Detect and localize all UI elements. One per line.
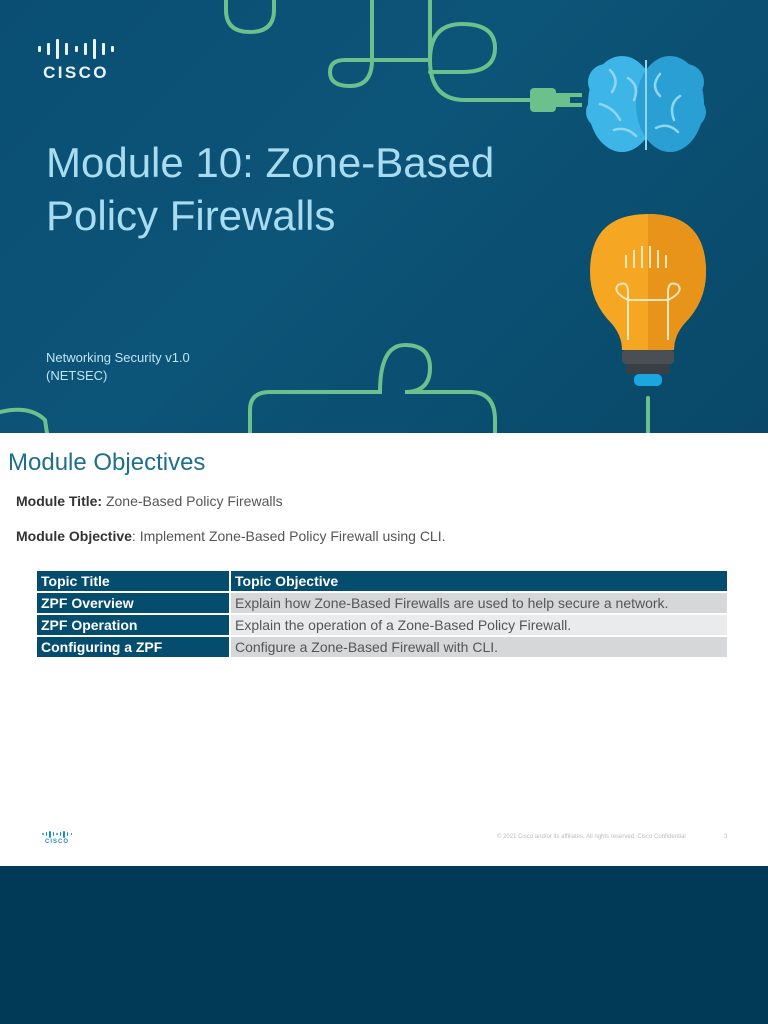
- topic-objective-cell: Explain the operation of a Zone-Based Policy Firewall.: [231, 615, 727, 635]
- objectives-heading: Module Objectives: [8, 449, 206, 476]
- page-number: 3: [724, 834, 728, 840]
- circuit-loop-top: [226, 0, 274, 32]
- course-code: (NETSEC): [46, 368, 108, 383]
- objectives-slide: [0, 433, 768, 866]
- header-topic-objective: Topic Objective: [231, 571, 727, 591]
- footer-logo-text: CISCO: [44, 839, 69, 845]
- module-title-line: [16, 493, 283, 509]
- title-slide: [0, 0, 768, 433]
- table-row: [37, 615, 727, 635]
- topic-title-cell: Configuring a ZPF: [37, 637, 229, 657]
- module-objective-value: : Implement Zone-Based Policy Firewall using CLI.: [131, 528, 446, 544]
- slide-title: [46, 136, 566, 242]
- header-topic-title: Topic Title: [37, 571, 229, 591]
- circuit-hook: [330, 0, 430, 86]
- footer-cisco-logo: [42, 830, 72, 846]
- footer-logo-bars: [42, 830, 72, 838]
- circuit-to-plug: [430, 0, 530, 100]
- footer-copyright: © 2021 Cisco and/or its affiliates. All rights reserved. Cisco Confidential: [497, 834, 686, 840]
- cisco-logo-text: CISCO: [43, 63, 109, 82]
- cisco-logo-bars: [38, 38, 114, 60]
- table-row: [37, 593, 727, 613]
- table-header-row: [37, 571, 727, 591]
- circuit-bottom-left: [0, 410, 47, 433]
- background-band: [0, 866, 768, 1024]
- topic-objective-cell: Explain how Zone-Based Firewalls are used to help secure a network.: [231, 593, 727, 613]
- module-objective-line: [16, 528, 446, 544]
- topics-table: [35, 569, 729, 659]
- cisco-logo: [38, 38, 114, 86]
- topic-title-cell: ZPF Operation: [37, 615, 229, 635]
- topic-title-cell: ZPF Overview: [37, 593, 229, 613]
- brain-icon: [586, 56, 706, 152]
- slide-title-line-1: Module 10: Zone-Based: [46, 139, 495, 186]
- slide-title-line-2: Policy Firewalls: [46, 192, 336, 239]
- power-plug-icon: [530, 88, 582, 112]
- slide-subtitle: [46, 349, 306, 385]
- module-objective-label: Module Objective: [16, 528, 132, 544]
- topic-objective-cell: Configure a Zone-Based Firewall with CLI.: [231, 637, 727, 657]
- module-title-value: Zone-Based Policy Firewalls: [102, 493, 283, 509]
- module-title-label: Module Title:: [16, 493, 103, 509]
- lightbulb-icon: [590, 214, 706, 386]
- table-row: [37, 637, 727, 657]
- circuit-oval: [430, 24, 495, 72]
- course-name: Networking Security v1.0: [46, 350, 190, 365]
